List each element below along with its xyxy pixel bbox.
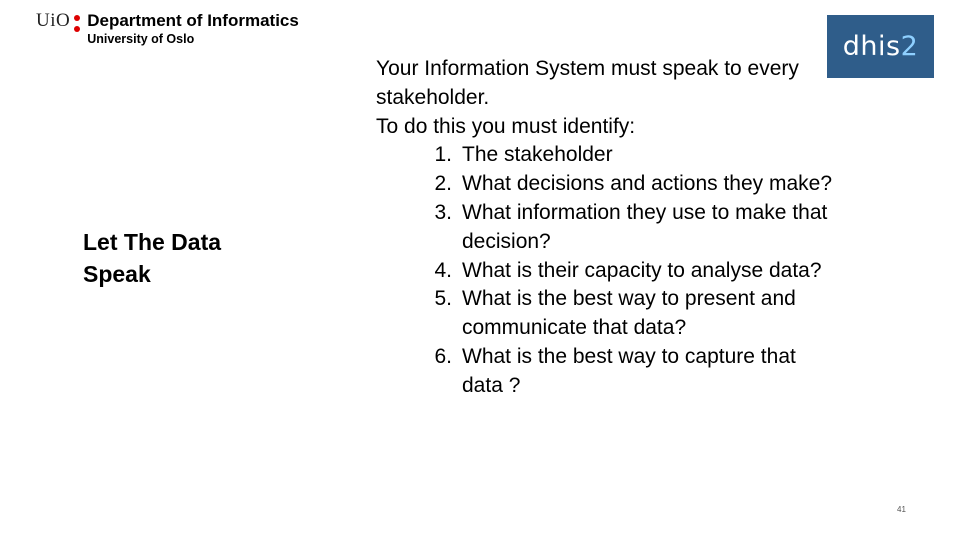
page-number: 41	[897, 505, 906, 514]
dhis2-logo	[827, 15, 934, 78]
university-name: University of Oslo	[87, 32, 195, 46]
list-item-text: What is their capacity to analyse data?	[462, 258, 822, 282]
slide-title: Let The Data Speak	[83, 229, 222, 287]
list-item	[376, 170, 838, 199]
list-item-number: 2.	[434, 172, 452, 196]
list-item-text: What information they use to make that decision?	[462, 200, 828, 253]
list-item-number: 3.	[434, 200, 452, 224]
department-name: Department of Informatics	[87, 11, 299, 30]
dhis2-logo-suffix: 2	[900, 31, 919, 62]
list-item-text: What is the best way to present and communicate that data?	[462, 287, 796, 340]
dhis2-logo-text: dhis	[842, 31, 901, 62]
intro-line-2: To do this you must identify:	[376, 114, 636, 138]
list-item	[376, 199, 838, 257]
list-item	[376, 285, 838, 343]
slide-body	[376, 55, 838, 401]
intro-line-1: Your Information System must speak to every stakeholder.	[376, 57, 799, 109]
uio-colon-icon	[74, 15, 80, 32]
list-item-number: 1.	[434, 143, 452, 167]
uio-logo	[36, 11, 299, 47]
list-item-text: The stakeholder	[462, 143, 613, 167]
department-block	[87, 11, 299, 47]
question-list	[376, 141, 838, 400]
list-item	[376, 257, 838, 286]
list-item-number: 5.	[434, 287, 452, 311]
list-item-text: What is the best way to capture that data ?	[462, 344, 796, 397]
list-item-text: What decisions and actions they make?	[462, 172, 833, 196]
list-item	[376, 141, 838, 170]
uio-wordmark: UiO	[36, 10, 71, 31]
list-item-number: 4.	[434, 258, 452, 282]
list-item	[376, 343, 838, 401]
list-item-number: 6.	[434, 344, 452, 368]
